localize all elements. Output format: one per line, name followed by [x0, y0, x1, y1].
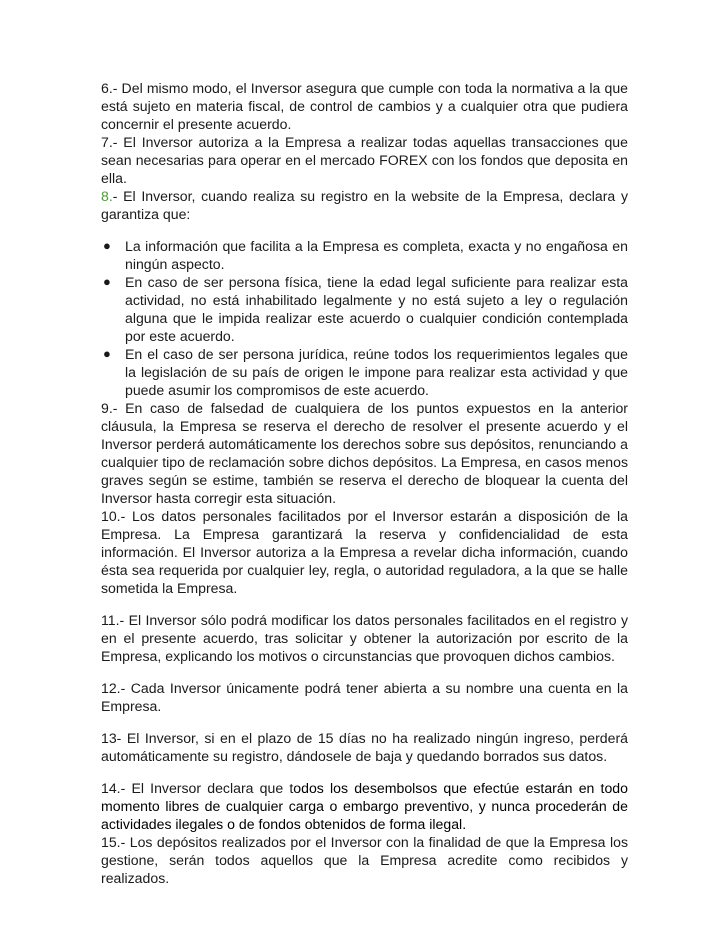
clause-14 — [101, 779, 628, 833]
bullet-icon: ● — [103, 346, 111, 361]
clause-7: 7.- El Inversor autoriza a la Empresa a realizar todas aquellas transacciones que sean necesarias para operar en el mercado FOREX con los fondos que deposita en ella. — [101, 134, 628, 186]
clause-11: 11.- El Inversor sólo podrá modificar los datos personales facilitados en el registro y en el presente acuerdo, tras solicitar y obtener la autorización por escrito de la Empresa, explicando los motivos o circunstancias que provoquen dichos cambios. — [101, 612, 628, 664]
bullet-icon: ● — [103, 274, 111, 289]
list-item-text: En caso de ser persona física, tiene la edad legal suficiente para realizar esta actividad, no está inhabilitado legalmente y no está sujeto a ley o regulación alguna que le impida realizar este acuerdo o cualquier condición contemplada por este acuerdo. — [125, 274, 628, 344]
list-item — [101, 345, 628, 399]
clause-8 — [101, 187, 628, 223]
clause-13: 13- El Inversor, si en el plazo de 15 días no ha realizado ningún ingreso, perderá automáticamente su registro, dándosele de baja y quedando borrados sus datos. — [101, 730, 628, 764]
clause-10: 10.- Los datos personales facilitados por el Inversor estarán a disposición de la Empresa. La Empresa garantizará la reserva y confidencialidad de esta información. El Inversor autoriza a la Empresa a revelar dicha información, cuando ésta sea requerida por cualquier ley, regla, o autoridad reguladora, a la que se halle sometida la Empresa. — [101, 508, 628, 596]
clause-8-text: - El Inversor, cuando realiza su registro en la website de la Empresa, declara y garantiza que: — [101, 188, 628, 222]
list-item — [101, 273, 628, 345]
clause-14-start: 14.- El Inversor declara que t — [101, 780, 294, 796]
list-item-text: En el caso de ser persona jurídica, reúne todos los requerimientos legales que la legislación de su país de origen le impone para realizar esta actividad y que puede asumir los compromisos de este acuerdo. — [125, 346, 628, 398]
clause-14-rest: odos los desembolsos que efectúe estarán en todo momento libres de cualquier carga o embargo preventivo, y nunca procederán de actividades ilegales o de fondos obtenidos de forma ilegal. — [101, 780, 628, 832]
clause-6: 6.- Del mismo modo, el Inversor asegura que cumple con toda la normativa a la que está sujeto en materia fiscal, de control de cambios y a cualquier otra que pudiera concernir el presente acuerdo. — [101, 80, 628, 132]
list-item-text: La información que facilita a la Empresa es completa, exacta y no engañosa en ningún aspecto. — [125, 238, 628, 272]
clause-12: 12.- Cada Inversor únicamente podrá tener abierta a su nombre una cuenta en la Empresa. — [101, 680, 628, 714]
clause-15: 15.- Los depósitos realizados por el Inversor con la finalidad de que la Empresa los gestione, serán todos aquellos que la Empresa acredite como recibidos y realizados. — [101, 834, 628, 886]
bullet-icon: ● — [103, 238, 111, 253]
clause-8-number: 8. — [101, 188, 113, 204]
document-page — [101, 79, 628, 887]
list-item — [101, 237, 628, 273]
clause-9: 9.- En caso de falsedad de cualquiera de los puntos expuestos en la anterior cláusula, la Empresa se reserva el derecho de resolver el presente acuerdo y el Inversor perderá automáticamente los derechos sobre sus depósitos, renunciando a cualquier tipo de reclamación sobre dichos depósitos. La Empresa, en casos menos graves según se estime, también se reserva el derecho de bloquear la cuenta del Inversor hasta corregir esta situación. — [101, 400, 628, 506]
declaration-list — [101, 237, 628, 399]
